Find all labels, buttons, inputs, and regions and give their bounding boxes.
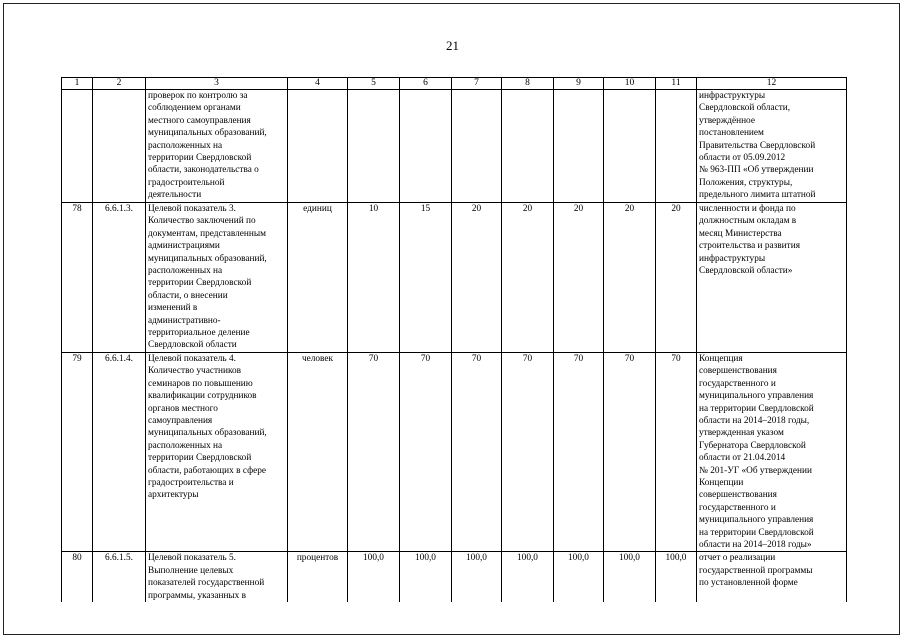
header-cell: 2	[93, 78, 146, 90]
table-header-row	[62, 78, 847, 90]
row-unit: единиц	[288, 203, 348, 353]
value-cell: 20	[502, 203, 554, 353]
value-cell: 70	[554, 352, 604, 552]
value-cell: 70	[400, 352, 452, 552]
value-cell: 15	[400, 203, 452, 353]
row-description: Целевой показатель 4. Количество участников семинаров по повышению квалификации сотрудников органов местного самоуправления муниципальных образований, расположенных на территории Свердловской области, работающих в сфере градостроительства и архитектуры	[146, 352, 288, 552]
value-cell	[400, 90, 452, 203]
row-source-note: отчет о реализации государственной программы по установленной форме	[697, 552, 847, 603]
value-cell: 100,0	[502, 552, 554, 603]
table-row	[62, 552, 847, 603]
value-cell: 100,0	[348, 552, 400, 603]
row-source-note: инфраструктуры Свердловской области, утверждённое постановлением Правительства Свердловской области от 05.09.2012 № 963-ПП «Об утверждении Положения, структуры, предельного лимита штатной	[697, 90, 847, 203]
header-cell: 6	[400, 78, 452, 90]
value-cell: 70	[604, 352, 656, 552]
table-row	[62, 352, 847, 552]
value-cell: 10	[348, 203, 400, 353]
table-row	[62, 90, 847, 203]
value-cell: 20	[452, 203, 502, 353]
value-cell: 100,0	[400, 552, 452, 603]
row-source-note: численности и фонда по должностным окладам в месяц Министерства строительства и развития инфраструктуры Свердловской области»	[697, 203, 847, 353]
header-cell: 9	[554, 78, 604, 90]
value-cell: 70	[502, 352, 554, 552]
row-code	[93, 90, 146, 203]
row-number: 78	[62, 203, 93, 353]
row-code: 6.6.1.3.	[93, 203, 146, 353]
header-cell: 5	[348, 78, 400, 90]
row-unit: процентов	[288, 552, 348, 603]
value-cell	[656, 90, 697, 203]
value-cell	[452, 90, 502, 203]
header-cell: 1	[62, 78, 93, 90]
row-number	[62, 90, 93, 203]
value-cell	[604, 90, 656, 203]
value-cell	[554, 90, 604, 203]
row-number: 79	[62, 352, 93, 552]
header-cell: 3	[146, 78, 288, 90]
indicators-table	[61, 77, 847, 602]
header-cell: 8	[502, 78, 554, 90]
value-cell: 20	[656, 203, 697, 353]
row-description: Целевой показатель 5. Выполнение целевых показателей государственной программы, указанных в	[146, 552, 288, 603]
row-code: 6.6.1.4.	[93, 352, 146, 552]
value-cell: 100,0	[656, 552, 697, 603]
value-cell: 100,0	[554, 552, 604, 603]
row-code: 6.6.1.5.	[93, 552, 146, 603]
value-cell: 100,0	[452, 552, 502, 603]
header-cell: 11	[656, 78, 697, 90]
page-number: 21	[446, 38, 459, 53]
row-source-note: Концепция совершенствования государственного и муниципального управления на территории Свердловской области на 2014–2018 годы, утвержденная указом Губернатора Свердловской области от 21.04.2014 № 201-УГ «Об утверждении Концепции совершенствования государственного и муниципального управления на территории Свердловской области на 2014–2018 годы»	[697, 352, 847, 552]
value-cell: 20	[604, 203, 656, 353]
header-cell: 4	[288, 78, 348, 90]
value-cell: 100,0	[604, 552, 656, 603]
value-cell: 70	[452, 352, 502, 552]
header-cell: 7	[452, 78, 502, 90]
header-cell: 10	[604, 78, 656, 90]
value-cell	[348, 90, 400, 203]
table-row	[62, 203, 847, 353]
row-unit	[288, 90, 348, 203]
value-cell: 70	[348, 352, 400, 552]
header-cell: 12	[697, 78, 847, 90]
row-unit: человек	[288, 352, 348, 552]
value-cell: 70	[656, 352, 697, 552]
row-description: Целевой показатель 3. Количество заключений по документам, представленным администрациями муниципальных образований, расположенных на территории Свердловской области, о внесении изменений в административно- территориальное деление Свердловской области	[146, 203, 288, 353]
value-cell: 20	[554, 203, 604, 353]
value-cell	[502, 90, 554, 203]
row-description: проверок по контролю за соблюдением органами местного самоуправления муниципальных образований, расположенных на территории Свердловской области, законодательства о градостроительной деятельности	[146, 90, 288, 203]
row-number: 80	[62, 552, 93, 603]
